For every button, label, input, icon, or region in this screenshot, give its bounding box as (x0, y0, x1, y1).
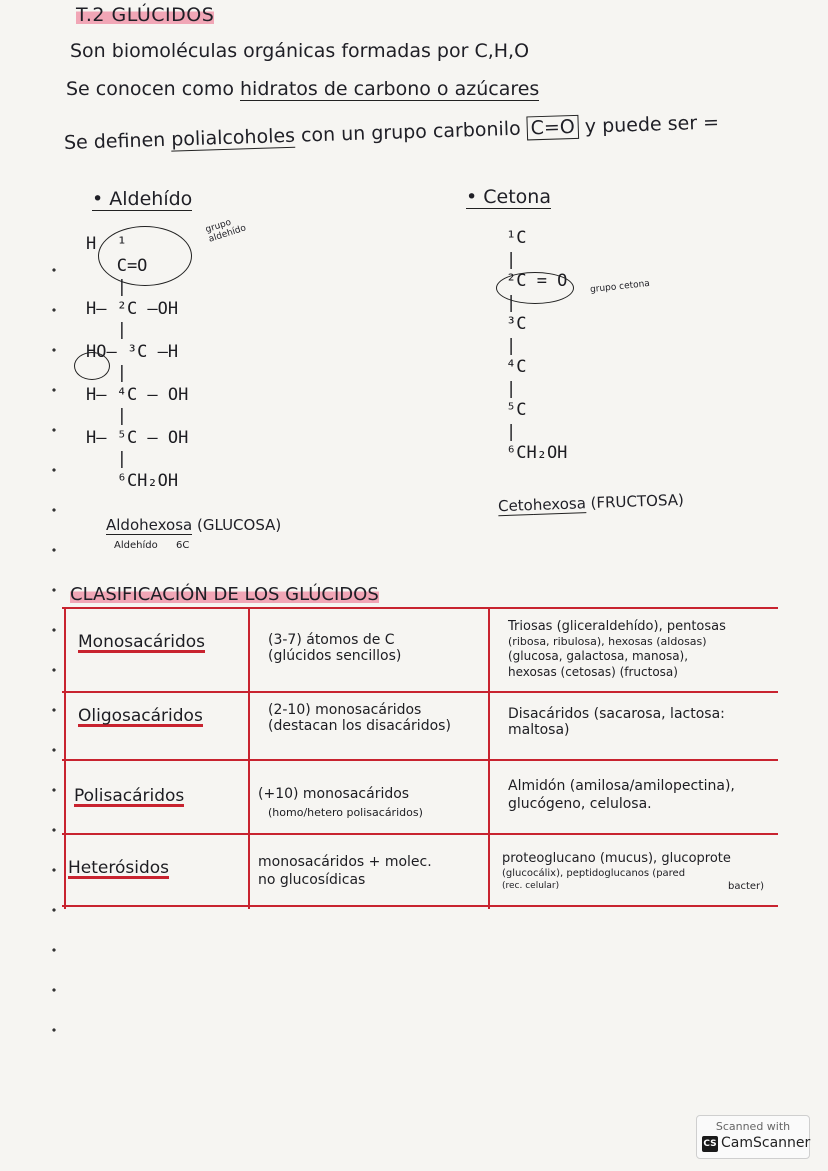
formula-line: ³C (506, 314, 527, 334)
formula-line: C=O (86, 255, 148, 276)
intro-line-3-underlined: polialcoholes (170, 124, 296, 151)
formula-line: ⁶CH₂OH (86, 470, 179, 491)
table-line (62, 607, 778, 609)
table-line (62, 833, 778, 835)
table-row-category: Polisacáridos (74, 786, 185, 806)
table-title: CLASIFICACIÓN DE LOS GLÚCIDOS (70, 584, 379, 605)
carbonyl-box: C=O (526, 115, 579, 141)
formula-line: ⁵C (506, 400, 527, 420)
table-line (248, 607, 250, 909)
aldohexosa-prefix: Aldo (106, 516, 140, 534)
table-row-examples: (ribosa, ribulosa), hexosas (aldosas) (508, 635, 707, 648)
intro-line-3-mid: con un grupo carbonilo (294, 117, 528, 147)
table-row-examples: glucógeno, celulosa. (508, 796, 652, 812)
formula-line: | (86, 449, 127, 469)
table-row-examples: Triosas (gliceraldehído), pentosas (508, 619, 726, 634)
intro-line-3-post: y puede ser = (578, 111, 720, 138)
formula-line: | (86, 277, 127, 297)
camscanner-badge (696, 1115, 810, 1159)
formula-line: | (86, 363, 127, 383)
formula-line: | (506, 335, 517, 356)
aldehido-group-label: grupo aldehído (204, 217, 248, 245)
table-row-examples: bacter) (728, 881, 765, 892)
formula-line: ⁴C (506, 357, 527, 377)
intro-line-3 (64, 111, 720, 154)
table-row-desc: (3-7) átomos de C (268, 632, 395, 648)
formula-line: | (506, 292, 517, 313)
glucose-structure (86, 234, 188, 492)
camscanner-name: CamScanner (721, 1135, 811, 1151)
table-row-category: Heterósidos (68, 858, 170, 878)
formula-line: ²C = O (506, 271, 568, 291)
table-row-examples: (glucosa, galactosa, manosa), (508, 649, 689, 663)
table-row-desc: (glúcidos sencillos) (268, 648, 402, 664)
page-margin-dots (52, 250, 56, 1050)
formula-line: | (506, 249, 517, 270)
aldohexosa-caption (106, 516, 281, 534)
formula-line: ¹C (506, 228, 527, 248)
aldohexosa-suffix: hexosa (139, 516, 193, 534)
carbon-count-label: 6C (176, 540, 190, 551)
fructose-structure (506, 228, 567, 465)
intro-line-2 (66, 78, 539, 100)
camscanner-logo-icon: CS (702, 1136, 718, 1152)
classification-table (62, 607, 778, 909)
formula-line: H— ⁴C — OH (86, 384, 189, 405)
table-line (62, 759, 778, 761)
formula-line: ⁶CH₂OH (506, 443, 568, 463)
table-line (62, 905, 778, 907)
table-row-examples: proteoglucano (mucus), glucoprote (502, 851, 731, 866)
intro-line-3-text: Se definen (63, 128, 172, 154)
formula-line: H ¹ (86, 234, 127, 254)
formula-line: H— ²C —OH (86, 298, 179, 319)
aldehido-sub-label: Aldehído (114, 540, 158, 551)
table-row-desc: (+10) monosacáridos (258, 786, 410, 802)
page-title: T.2 GLÚCIDOS (76, 4, 215, 26)
table-row-desc: monosacáridos + molec. (258, 854, 432, 870)
table-row-desc: (destacan los disacáridos) (268, 718, 451, 734)
scanned-with-label: Scanned with (715, 1120, 791, 1133)
cetona-group-label: grupo cetona (589, 278, 651, 296)
table-row-category: Monosacáridos (78, 632, 206, 652)
intro-line-2-text: Se conocen como (66, 78, 240, 100)
cetohexosa-prefix: Ceto (497, 496, 534, 516)
cetohexosa-suffix: hexosa (532, 494, 587, 515)
table-row-examples: maltosa) (508, 722, 570, 738)
table-row-examples: Disacáridos (sacarosa, lactosa: (508, 706, 725, 722)
glucose-label: (GLUCOSA) (192, 516, 282, 534)
aldehido-heading: • Aldehído (92, 188, 193, 210)
intro-line-2-underlined: hidratos de carbono o azúcares (240, 78, 540, 100)
table-row-category: Oligosacáridos (78, 706, 203, 726)
table-row-examples: Almidón (amilosa/amilopectina), (508, 778, 735, 794)
table-row-desc: (2-10) monosacáridos (268, 702, 422, 718)
formula-line: H— ⁵C — OH (86, 427, 189, 448)
table-row-desc: (homo/hetero polisacáridos) (268, 806, 423, 819)
table-row-examples: (rec. celular) (502, 881, 560, 891)
formula-line: | (506, 378, 517, 399)
formula-line: | (86, 320, 127, 340)
cetona-heading: • Cetona (466, 186, 551, 208)
formula-line: HO— ³C —H (86, 341, 179, 362)
table-line (64, 607, 66, 909)
formula-line: | (86, 406, 127, 426)
formula-line: | (506, 421, 517, 442)
table-row-examples: hexosas (cetosas) (fructosa) (508, 665, 678, 679)
cetohexosa-caption (498, 491, 684, 515)
table-row-desc: no glucosídicas (258, 872, 366, 888)
fructose-label: (FRUCTOSA) (585, 490, 685, 513)
table-row-examples: (glucocálix), peptidoglucanos (pared (502, 868, 686, 879)
table-line (62, 691, 778, 693)
table-line (488, 607, 490, 909)
intro-line-1: Son biomoléculas orgánicas formadas por C,H,O (70, 40, 530, 62)
